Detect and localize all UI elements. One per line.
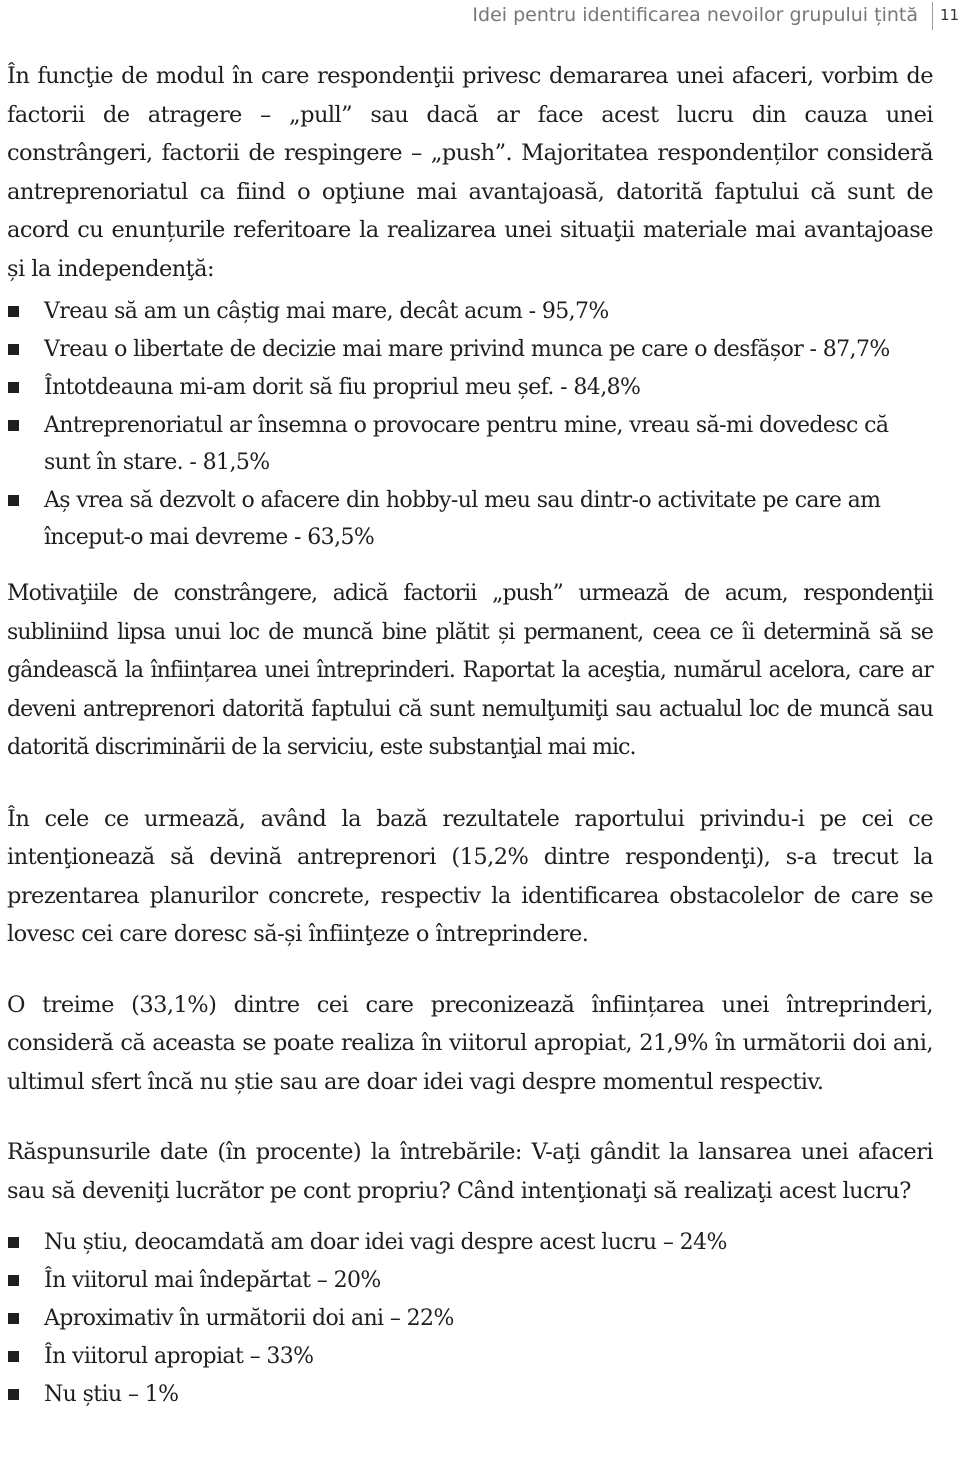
spacer (7, 954, 933, 986)
square-bullet-icon (8, 1351, 19, 1362)
list-item-text: În viitorul mai îndepărtat – 20% (44, 1268, 381, 1293)
square-bullet-icon (8, 382, 19, 393)
list-item (7, 482, 933, 556)
list-item (7, 1376, 933, 1413)
page-number: 11 (940, 6, 960, 24)
pull-factors-list (7, 293, 933, 556)
page-body (7, 57, 933, 1414)
paragraph-question: Răspunsurile date (în procente) la întrebările: V-aţi gândit la lansarea unei afaceri sau să deveniţi lucrător pe cont propriu? Când intenţionaţi să realizaţi acest lucru? (7, 1139, 933, 1204)
list-item-text: Antreprenoriatul ar însemna o provocare pentru mine, vreau să-mi dovedesc că sunt în stare. - 81,5% (44, 413, 889, 475)
square-bullet-icon (8, 1275, 19, 1286)
square-bullet-icon (8, 1237, 19, 1248)
square-bullet-icon (8, 1389, 19, 1400)
list-item (7, 293, 933, 330)
list-item (7, 331, 933, 368)
spacer (7, 768, 933, 800)
paragraph-push-factors: Motivaţiile de constrângere, adică factorii „push” urmează de acum, respondenţii subliniind lipsa unui loc de muncă bine plătit și permanent, ceea ce îi determină să se gândească la înființarea unei întreprinderi. Raportat la aceştia, numărul acelora, care ar deveni antreprenori datorită faptului că sunt nemulţumiţi sau actualul loc de muncă sau datorită discriminării de la serviciu, este substanţial mai mic. (7, 581, 933, 760)
square-bullet-icon (8, 495, 19, 506)
list-item-text: Vreau o libertate de decizie mai mare privind munca pe care o desfășor - 87,7% (44, 337, 890, 362)
list-item-text: Vreau să am un câștig mai mare, decât acum - 95,7% (44, 299, 609, 324)
list-item-text: Nu știu – 1% (44, 1382, 179, 1407)
list-item-text: Aproximativ în următorii doi ani – 22% (44, 1306, 454, 1331)
header-divider (932, 2, 933, 30)
list-item-text: Aș vrea să dezvolt o afacere din hobby-ul meu sau dintr-o activitate pe care am început-o mai devreme - 63,5% (44, 488, 881, 550)
page-header (0, 0, 960, 36)
square-bullet-icon (8, 344, 19, 355)
running-title: Idei pentru identificarea nevoilor grupului țintă (472, 4, 918, 26)
list-item (7, 1224, 933, 1261)
square-bullet-icon (8, 306, 19, 317)
square-bullet-icon (8, 420, 19, 431)
paragraph-plans: În cele ce urmează, având la bază rezultatele raportului privindu-i pe cei ce intenţionează să devină antreprenori (15,2% dintre respondenţi), s-a trecut la prezentarea planurilor concrete, respectiv la identificarea obstacolelor de care se lovesc cei care doresc să-și înfiinţeze o întreprindere. (7, 805, 933, 947)
list-item-text: În viitorul apropiat – 33% (44, 1344, 314, 1369)
paragraph-timing: O treime (33,1%) dintre cei care preconizează înființarea unei întreprinderi, consideră că aceasta se poate realiza în viitorul apropiat, 21,9% în următorii doi ani, ultimul sfert încă nu știe sau are doar idei vagi despre momentul respectiv. (7, 991, 933, 1095)
list-item (7, 1262, 933, 1299)
list-item (7, 1338, 933, 1375)
spacer (7, 1101, 933, 1133)
list-item (7, 369, 933, 406)
list-item-text: Întotdeauna mi-am dorit să fiu propriul meu șef. - 84,8% (44, 375, 641, 400)
list-item-text: Nu știu, deocamdată am doar idei vagi despre acest lucru – 24% (44, 1230, 727, 1255)
timing-answers-list (7, 1224, 933, 1413)
square-bullet-icon (8, 1313, 19, 1324)
list-item (7, 407, 933, 481)
paragraph-intro: În funcţie de modul în care respondenţii privesc demararea unei afaceri, vorbim de factorii de atragere – „pull” sau dacă ar face acest lucru din cauza unei constrângeri, factorii de respingere – „push”. Majoritatea respondenților consideră antreprenoriatul ca fiind o opţiune mai avantajoasă, datorită faptului că sunt de acord cu enunțurile referitoare la realizarea unei situaţii materiale mai avantajoase și la independenţă: (7, 63, 933, 282)
spacer (7, 557, 933, 575)
list-item (7, 1300, 933, 1337)
